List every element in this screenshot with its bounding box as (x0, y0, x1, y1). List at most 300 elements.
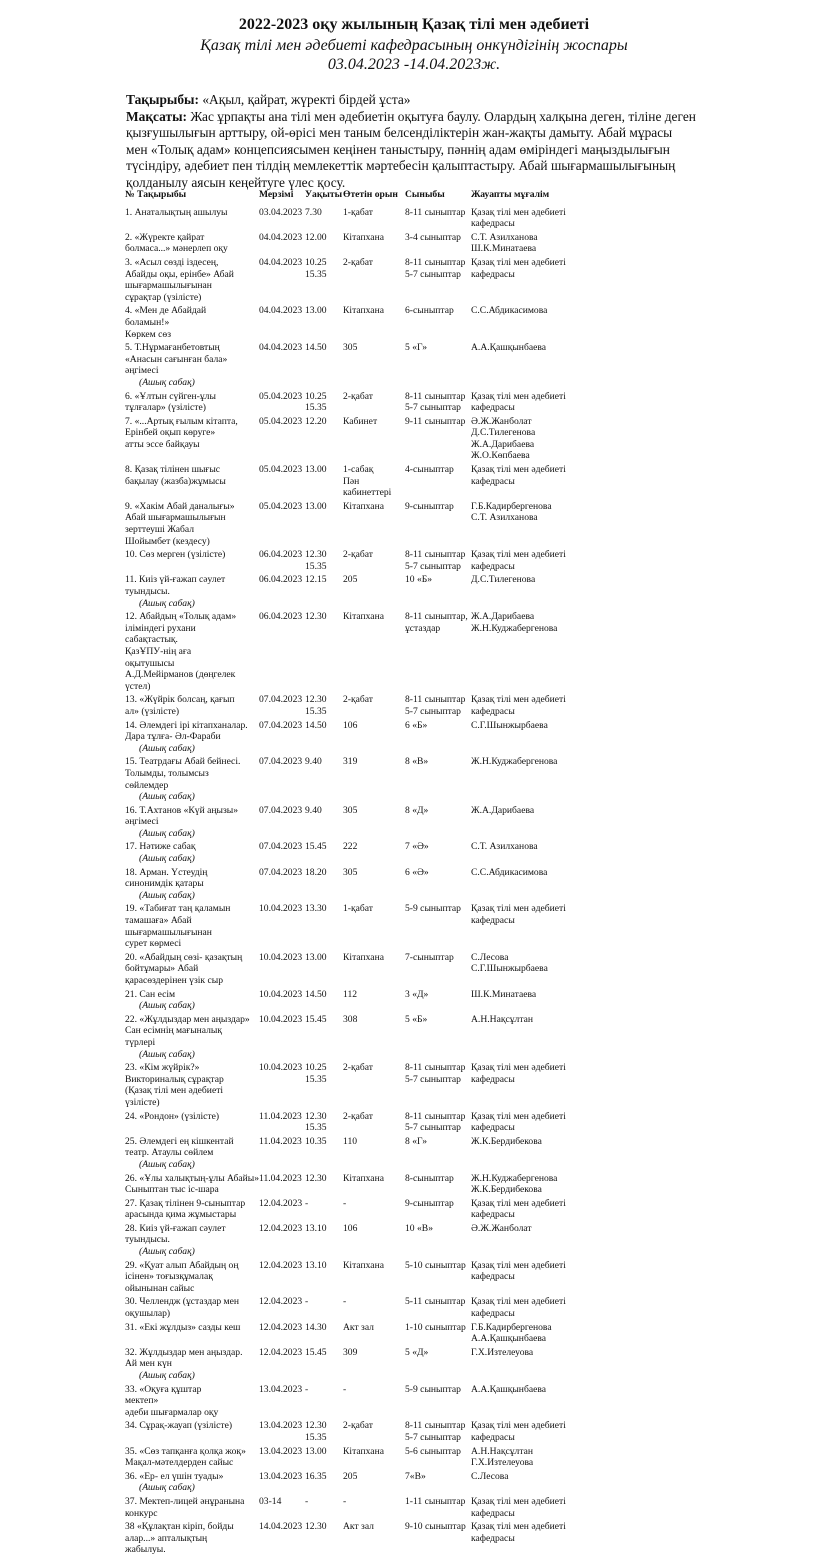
place-cell (343, 1062, 405, 1110)
responsible-cell-text: Қазақ тілі мен әдебиеті кафедрасы (471, 903, 566, 927)
date-cell-text: 04.04.2023 (259, 256, 303, 268)
class-cell-text: 8-11 сыныптар 5-7 сыныптар (405, 1420, 466, 1443)
class-cell (405, 391, 471, 416)
place-cell (343, 903, 405, 951)
class-cell-text: 8-11 сыныптар 5-7 сыныптар (405, 1062, 466, 1085)
date-cell (259, 1496, 305, 1521)
date-cell-text: 05.04.2023 (259, 390, 303, 402)
time-cell (305, 720, 343, 757)
responsible-cell (471, 416, 581, 464)
date-cell (259, 416, 305, 464)
plan-table-body (125, 207, 581, 1558)
time-cell-text: 9.40 (305, 756, 322, 768)
table-row (125, 305, 581, 342)
topic-cell-text: 17. Нәтиже сабақ (125, 841, 196, 853)
date-cell (259, 464, 305, 501)
place-cell (343, 952, 405, 989)
topic-cell-text: 5. Т.Нұрмағанбетовтың «Анасын сағынған бала» әңгімесі (125, 342, 228, 377)
topic-cell (125, 1296, 259, 1321)
topic-cell-text: 32. Жұлдыздар мен аңыздар. Ай мен күн (125, 1346, 243, 1370)
topic-cell-text: 7. «...Артық ғылым кітапта, Ерінбей оқып көруге» атты эссе байқауы (125, 415, 238, 450)
topic-cell-text: 24. «Рондон» (үзілісте) (125, 1110, 220, 1122)
time-cell-text: 13.00 (305, 1445, 327, 1457)
responsible-cell-text: Ж.Н.Куджабергенова Ж.К.Бердибекова (471, 1172, 558, 1196)
responsible-cell (471, 952, 581, 989)
time-cell (305, 756, 343, 804)
responsible-cell (471, 720, 581, 757)
time-cell-text: 15.45 (305, 841, 327, 853)
place-cell-text: Кітапхана (343, 500, 384, 512)
time-cell-text: 10.25 15.35 (305, 256, 327, 280)
responsible-cell-text: Г.Б.Кадирбергенова А.А.Қашқынбаева (471, 1321, 552, 1345)
topic-cell (125, 1496, 259, 1521)
responsible-cell (471, 867, 581, 904)
place-cell (343, 1223, 405, 1260)
responsible-cell-text: С.Т. Азилханова (471, 841, 538, 853)
topic-cell-text: 3. «Асыл сөзді іздесең, Абайды оқы, ерінбе» Абай шығармашылығынан сұрақтар (үзілісте) (125, 256, 234, 303)
topic-cell (125, 805, 259, 842)
date-cell-text: 07.04.2023 (259, 719, 303, 731)
responsible-cell-text: Ж.Н.Куджабергенова (471, 756, 558, 768)
class-cell-text: 5-10 сыныптар (405, 1259, 466, 1271)
table-row (125, 756, 581, 804)
responsible-cell (471, 1420, 581, 1445)
topic-cell-text: 1. Анаталықтың ашылуы (125, 206, 228, 218)
date-cell-text: 12.04.2023 (259, 1346, 303, 1358)
place-cell (343, 1014, 405, 1062)
time-cell (305, 1496, 343, 1521)
date-cell-text: 12.04.2023 (259, 1321, 303, 1333)
place-cell (343, 1173, 405, 1198)
table-row (125, 952, 581, 989)
topic-cell-text: 12. Абайдың «Толық адам» іліміндегі рухани сабақтастық. ҚазҰПУ-нің аға оқытушысы А.Д.Мейірманов (дөңгелек үстел) (125, 611, 237, 692)
col-header-responsible: Жауапты мұғалім (471, 189, 550, 200)
responsible-cell-text: С.Лесова С.Г.Шынжырбаева (471, 951, 548, 975)
table-row (125, 391, 581, 416)
date-cell-text: 10.04.2023 (259, 951, 303, 963)
time-cell (305, 903, 343, 951)
date-cell-text: 07.04.2023 (259, 756, 303, 768)
class-cell (405, 416, 471, 464)
topic-cell-text: 18. Арман. Үстеудің синонимдік қатары (125, 866, 208, 890)
place-cell (343, 464, 405, 501)
class-cell-text: 6 «Б» (405, 719, 428, 731)
time-cell (305, 416, 343, 464)
responsible-cell-text: Г.Б.Кадирбергенова С.Т. Азилханова (471, 500, 552, 524)
time-cell (305, 1223, 343, 1260)
place-cell-text: 222 (343, 841, 358, 853)
topic-cell (125, 1471, 259, 1496)
topic-cell (125, 1136, 259, 1173)
class-cell-text: 9-сыныптар (405, 1197, 454, 1209)
responsible-cell (471, 549, 581, 574)
class-cell-text: 7-сыныптар (405, 951, 454, 963)
responsible-cell-text: Ә.Ж.Жанболат (471, 1222, 532, 1234)
open-lesson-note: (Ашық сабақ) (139, 1246, 195, 1258)
class-cell (405, 501, 471, 549)
open-lesson-note: (Ашық сабақ) (139, 376, 195, 388)
date-cell (259, 989, 305, 1014)
place-cell (343, 1260, 405, 1297)
place-cell-text: 1-сабақ Пән кабинеттері (343, 464, 392, 499)
date-cell (259, 611, 305, 694)
responsible-cell-text: Қазақ тілі мен әдебиеті кафедрасы (471, 1296, 566, 1320)
topic-cell-text: 30. Челлендж (ұстаздар мен оқушылар) (125, 1296, 239, 1320)
time-cell-text: 13.10 (305, 1222, 327, 1234)
topic-cell (125, 501, 259, 549)
topic-cell (125, 1446, 259, 1471)
table-row (125, 1136, 581, 1173)
place-cell-text: Кабинет (343, 415, 378, 427)
time-cell-text: 15.45 (305, 1346, 327, 1358)
date-cell-text: 10.04.2023 (259, 1062, 303, 1074)
open-lesson-note: (Ашық сабақ) (139, 1370, 195, 1381)
time-cell-text: - (305, 1296, 309, 1308)
place-cell (343, 416, 405, 464)
responsible-cell (471, 232, 581, 257)
date-cell-text: 12.04.2023 (259, 1296, 303, 1308)
class-cell-text: 5-9 сыныптар (405, 1383, 461, 1395)
class-cell (405, 1384, 471, 1421)
topic-cell (125, 1322, 259, 1347)
class-cell (405, 989, 471, 1014)
responsible-cell (471, 342, 581, 390)
place-cell (343, 989, 405, 1014)
place-cell-text: 2-қабат (343, 1110, 373, 1122)
class-cell-text: 10 «В» (405, 1222, 433, 1234)
date-cell (259, 1471, 305, 1496)
topic-cell (125, 305, 259, 342)
time-cell-text: 13.00 (305, 500, 327, 512)
table-row (125, 611, 581, 694)
place-cell-text: 112 (343, 988, 358, 1000)
date-cell (259, 391, 305, 416)
time-cell-text: - (305, 1495, 309, 1507)
time-cell (305, 342, 343, 390)
class-cell-text: 9-10 сыныптар (405, 1521, 466, 1533)
place-cell (343, 1198, 405, 1223)
class-cell (405, 1260, 471, 1297)
topic-cell-text: 10. Сөз мерген (үзілісте) (125, 549, 226, 561)
class-cell (405, 1062, 471, 1110)
class-cell-text: 5-11 сыныптар (405, 1296, 466, 1308)
topic-cell-text: 15. Театрдағы Абай бейнесі. Толымды, толымсыз сөйлемдер (125, 756, 241, 791)
date-cell-text: 10.04.2023 (259, 1013, 303, 1025)
time-cell-text: - (305, 1383, 309, 1395)
date-cell-text: 11.04.2023 (259, 1172, 302, 1184)
topic-cell (125, 611, 259, 694)
date-cell (259, 342, 305, 390)
responsible-cell-text: Қазақ тілі мен әдебиеті кафедрасы (471, 256, 566, 280)
class-cell-text: 1-11 сыныптар (405, 1495, 466, 1507)
place-cell (343, 1347, 405, 1384)
table-row (125, 416, 581, 464)
date-cell-text: 07.04.2023 (259, 804, 303, 816)
time-cell-text: 14.50 (305, 342, 327, 354)
time-cell-text: 7.30 (305, 206, 322, 218)
table-row (125, 1446, 581, 1471)
time-cell-text: - (305, 1197, 309, 1209)
time-cell-text: 12.20 (305, 415, 327, 427)
responsible-cell (471, 391, 581, 416)
place-cell-text: 2-қабат (343, 1420, 373, 1432)
date-cell (259, 720, 305, 757)
time-cell-text: 13.00 (305, 951, 327, 963)
time-cell-text: 9.40 (305, 804, 322, 816)
responsible-cell-text: Қазақ тілі мен әдебиеті кафедрасы (471, 206, 566, 230)
class-cell (405, 1496, 471, 1521)
responsible-cell-text: А.Н.Нақсұлтан (471, 1013, 534, 1025)
date-cell (259, 903, 305, 951)
place-cell-text: 106 (343, 719, 358, 731)
time-cell (305, 1521, 343, 1558)
place-cell (343, 342, 405, 390)
date-cell-text: 13.04.2023 (259, 1445, 303, 1457)
responsible-cell-text: А.Н.Нақсұлтан Г.Х.Изтелеуова (471, 1445, 534, 1469)
place-cell-text: Кітапхана (343, 1445, 384, 1457)
topic-cell (125, 207, 259, 232)
responsible-cell-text: Ә.Ж.Жанболат Д.С.Тилегенова Ж.А.Дарибаева Ж.О.Көпбаева (471, 415, 536, 462)
topic-line (126, 92, 696, 109)
topic-cell (125, 416, 259, 464)
date-cell (259, 1446, 305, 1471)
document-dates: 03.04.2023 -14.04.2023ж. (327, 56, 501, 73)
table-row (125, 841, 581, 866)
date-cell (259, 1322, 305, 1347)
time-cell (305, 805, 343, 842)
time-cell-text: 12.30 15.35 (305, 1420, 327, 1443)
topic-cell-text: 4. «Мен де Абайдай боламын!» Көркем сөз (125, 305, 207, 340)
date-cell-text: 07.04.2023 (259, 694, 303, 706)
responsible-cell (471, 1062, 581, 1110)
class-cell-text: 3-4 сыныптар (405, 231, 461, 243)
date-cell-text: 11.04.2023 (259, 1135, 302, 1147)
topic-cell (125, 694, 259, 719)
class-cell-text: 7 «Ә» (405, 841, 429, 853)
open-lesson-note: (Ашық сабақ) (139, 1000, 195, 1012)
topic-cell-text: 2. «Жүректе қайрат болмаса...» мәнерлеп оқу (125, 231, 228, 255)
time-cell-text: 12.30 (305, 611, 327, 623)
class-cell (405, 1111, 471, 1136)
place-cell (343, 1296, 405, 1321)
time-cell-text: 13.00 (305, 464, 327, 476)
class-cell-text: 6 «Ә» (405, 866, 429, 878)
time-cell (305, 549, 343, 574)
responsible-cell-text: Қазақ тілі мен әдебиеті кафедрасы (471, 1110, 566, 1134)
table-row (125, 257, 581, 305)
responsible-cell (471, 257, 581, 305)
topic-cell-text: 20. «Абайдың сөзі- қазақтың бойтұмары» Абай қарасөздерінен үзік сыр (125, 951, 243, 986)
open-lesson-note: (Ашық сабақ) (139, 1048, 195, 1060)
time-cell (305, 1384, 343, 1421)
topic-cell-text: 21. Сан есім (125, 988, 176, 1000)
place-cell (343, 611, 405, 694)
date-cell (259, 867, 305, 904)
class-cell (405, 305, 471, 342)
place-cell-text: 305 (343, 804, 358, 816)
responsible-cell-text: Ж.А.Дарибаева Ж.Н.Куджабергенова (471, 611, 558, 634)
place-cell-text: 2-қабат (343, 256, 373, 268)
place-cell-text: 1-қабат (343, 903, 373, 915)
date-cell-text: 04.04.2023 (259, 305, 303, 317)
table-row (125, 207, 581, 232)
time-cell (305, 1296, 343, 1321)
class-cell-text: 6-сыныптар (405, 305, 454, 317)
table-row (125, 1420, 581, 1445)
date-cell (259, 501, 305, 549)
responsible-cell-text: Қазақ тілі мен әдебиеті кафедрасы (471, 1495, 566, 1519)
class-cell (405, 257, 471, 305)
date-cell-text: 06.04.2023 (259, 574, 303, 586)
class-cell (405, 867, 471, 904)
class-cell (405, 1014, 471, 1062)
class-cell-text: 5-6 сыныптар (405, 1445, 461, 1457)
class-cell (405, 232, 471, 257)
goal-text: Жас ұрпақты ана тілі мен әдебиетін оқытуға баулу. Олардың халқына деген, тіліне деген қызғушылығын арттыру, ой-өрісі мен таным белсенділіктерін жан-жақты дамыту. Абай мұрасы мен «Толық адам» концепсиясымен кеңінен таныстыру, пәннің адам өміріндегі маңыздылығын түсіндіру, әдебиет пен тілдің мемлекеттік мәртебесін қалыптастыру. Абай шығармашылығының қолданылу аясын кеңейтуге үлес қосу. (126, 108, 696, 190)
class-cell-text: 5 «Г» (405, 342, 428, 354)
topic-cell-text: 11. Киіз үй-ғажап сәулет туындысы. (125, 574, 226, 597)
col-header-date: Мерзімі (259, 189, 294, 200)
topic-cell-text: 35. «Сөз тапқанға қолқа жоқ» Мақал-мәтелдерден сайыс (125, 1445, 246, 1469)
class-cell-text: 4-сыныптар (405, 464, 454, 476)
date-cell (259, 305, 305, 342)
topic-cell (125, 720, 259, 757)
topic-cell-text: 19. «Табиғат таң қаламын тамашаға» Абай шығармашылығынан сурет көрмесі (125, 903, 231, 950)
place-cell (343, 1446, 405, 1471)
place-cell-text: 308 (343, 1013, 358, 1025)
class-cell-text: 3 «Д» (405, 988, 429, 1000)
time-cell-text: 12.15 (305, 574, 327, 586)
topic-cell (125, 1384, 259, 1421)
place-cell (343, 257, 405, 305)
place-cell-text: Кітапхана (343, 1172, 384, 1184)
topic-cell-text: 14. Әлемдегі ірі кітапханалар. Дара тұлға- Әл-Фараби (125, 719, 248, 743)
topic-cell (125, 1420, 259, 1445)
topic-cell (125, 903, 259, 951)
place-cell (343, 1111, 405, 1136)
table-row (125, 1296, 581, 1321)
topic-cell (125, 756, 259, 804)
date-cell (259, 1198, 305, 1223)
place-cell-text: Кітапхана (343, 951, 384, 963)
open-lesson-note: (Ашық сабақ) (139, 597, 195, 609)
place-cell (343, 1420, 405, 1445)
class-cell (405, 805, 471, 842)
class-cell (405, 1296, 471, 1321)
topic-cell (125, 989, 259, 1014)
time-cell-text: 10.25 15.35 (305, 1062, 327, 1085)
date-cell-text: 13.04.2023 (259, 1470, 303, 1482)
topic-cell-text: 27. Қазақ тілінен 9-сыныптар арасында қима жұмыстары (125, 1197, 246, 1221)
table-row (125, 1223, 581, 1260)
col-header-place: Өтетін орын (343, 189, 398, 200)
time-cell (305, 305, 343, 342)
place-cell-text: Кітапхана (343, 1259, 384, 1271)
place-cell-text: 305 (343, 342, 358, 354)
place-cell (343, 207, 405, 232)
place-cell-text: 1-қабат (343, 206, 373, 218)
responsible-cell-text: Қазақ тілі мен әдебиеті кафедрасы (471, 694, 566, 717)
topic-cell-text: 29. «Қуат алып Абайдың оң ісінен» тоғызқұмалақ ойынынан сайыс (125, 1259, 239, 1294)
date-cell (259, 257, 305, 305)
class-cell (405, 1136, 471, 1173)
class-cell-text: 8-11 сыныптар 5-7 сыныптар (405, 694, 466, 717)
class-cell (405, 1223, 471, 1260)
place-cell-text: 110 (343, 1135, 358, 1147)
time-cell-text: 14.50 (305, 988, 327, 1000)
time-cell-text: 12.30 (305, 1172, 327, 1184)
time-cell (305, 1471, 343, 1496)
class-cell (405, 1471, 471, 1496)
responsible-cell-text: Қазақ тілі мен әдебиеті кафедрасы (471, 390, 566, 414)
time-cell (305, 1322, 343, 1347)
time-cell-text: 13.30 (305, 903, 327, 915)
class-cell-text: 8-11 сыныптар 5-7 сыныптар (405, 256, 466, 280)
place-cell-text: 205 (343, 1470, 358, 1482)
topic-cell (125, 257, 259, 305)
time-cell-text: 13.10 (305, 1259, 327, 1271)
topic-cell (125, 574, 259, 611)
topic-cell-text: 16. Т.Ахтанов «Күй аңызы» әңгімесі (125, 804, 238, 828)
date-cell-text: 14.04.2023 (259, 1521, 303, 1533)
time-cell (305, 694, 343, 719)
class-cell (405, 1446, 471, 1471)
class-cell-text: 8 «Д» (405, 804, 429, 816)
date-cell-text: 13.04.2023 (259, 1383, 303, 1395)
place-cell (343, 1496, 405, 1521)
topic-cell (125, 1062, 259, 1110)
responsible-cell (471, 1014, 581, 1062)
date-cell-text: 05.04.2023 (259, 415, 303, 427)
responsible-cell (471, 1111, 581, 1136)
date-cell-text: 10.04.2023 (259, 903, 303, 915)
class-cell-text: 8-11 сыныптар 5-7 сыныптар (405, 549, 466, 572)
responsible-cell-text: Қазақ тілі мен әдебиеті кафедрасы (471, 1420, 566, 1443)
topic-cell (125, 1198, 259, 1223)
responsible-cell (471, 756, 581, 804)
time-cell (305, 1198, 343, 1223)
table-row (125, 1347, 581, 1384)
topic-cell (125, 1173, 259, 1198)
table-row (125, 1471, 581, 1496)
topic-cell-text: 34. Сұрақ-жауап (үзілісте) (125, 1420, 233, 1432)
responsible-cell-text: Д.С.Тилегенова (471, 574, 536, 586)
topic-label: Тақырыбы: (126, 92, 199, 107)
topic-cell (125, 1521, 259, 1558)
place-cell-text: - (343, 1197, 347, 1209)
date-cell-text: 05.04.2023 (259, 500, 303, 512)
time-cell (305, 1347, 343, 1384)
time-cell-text: 12.30 15.35 (305, 1110, 327, 1134)
responsible-cell (471, 1198, 581, 1223)
class-cell (405, 1173, 471, 1198)
class-cell-text: 1-10 сыныптар (405, 1321, 466, 1333)
topic-cell-text: 36. «Ер- ел үшін туады» (125, 1470, 224, 1482)
topic-cell (125, 1014, 259, 1062)
class-cell-text: 5-9 сыныптар (405, 903, 461, 915)
topic-cell-text: 22. «Жұлдыздар мен аңыздар» Сан есімнің мағыналық түрлері (125, 1013, 250, 1048)
class-cell (405, 464, 471, 501)
time-cell-text: 12.00 (305, 231, 327, 243)
table-row (125, 501, 581, 549)
table-row (125, 903, 581, 951)
responsible-cell-text: С.С.Абдикасимова (471, 866, 548, 878)
place-cell-text: 205 (343, 574, 358, 586)
date-cell (259, 1384, 305, 1421)
place-cell-text: 2-қабат (343, 549, 373, 561)
responsible-cell-text: Қазақ тілі мен әдебиеті кафедрасы (471, 1521, 566, 1544)
goal-line (126, 109, 696, 192)
